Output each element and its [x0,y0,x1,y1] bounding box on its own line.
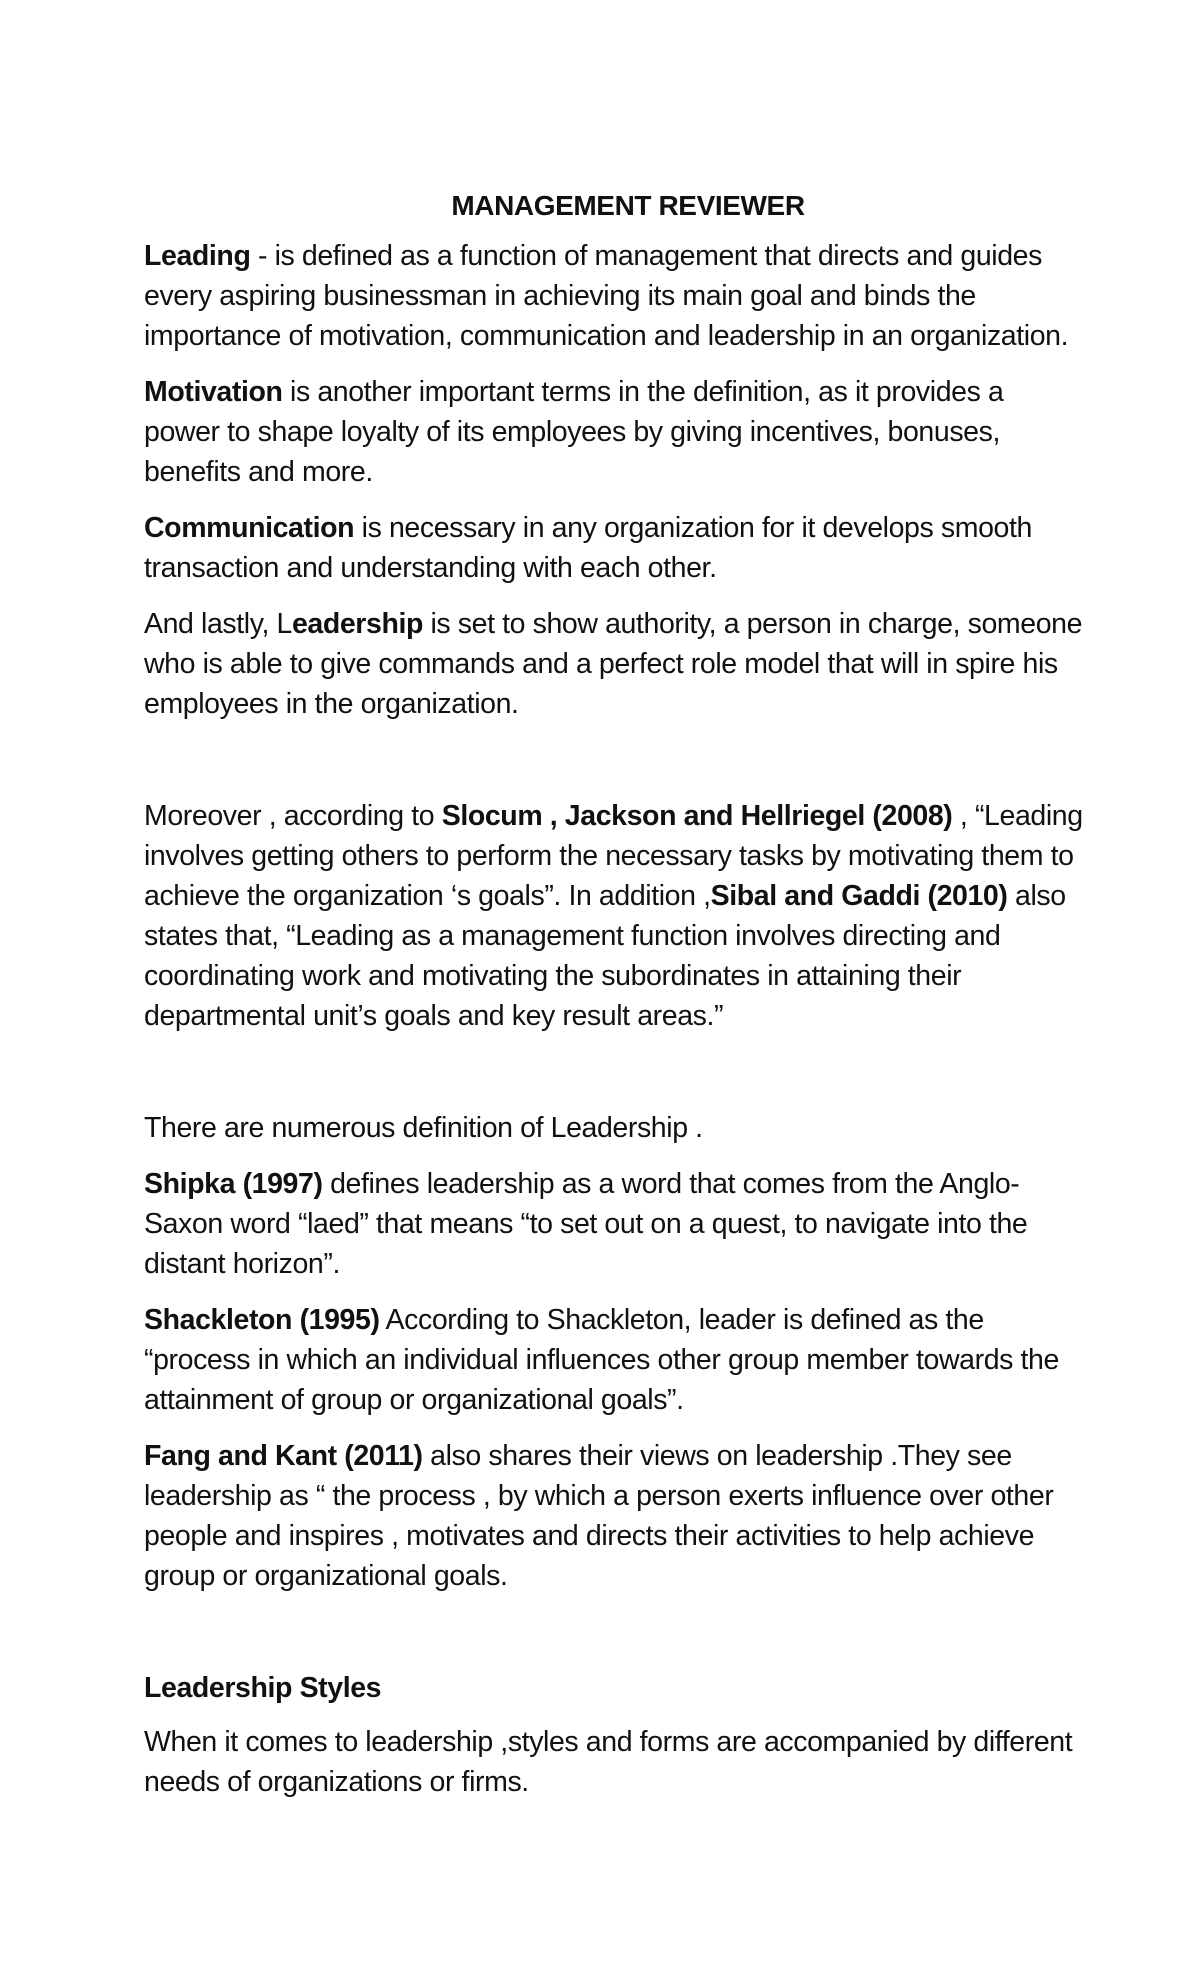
shipka-paragraph [144,1164,1084,1284]
fang-text: also shares their views on leadership .They see leadership as “ the process , by which a person exerts influence over other people and inspires , motivates and directs their activities to help achieve group or organizational goals. [144,1440,1054,1592]
leadership-definition: is set to show authority, a person in charge, someone who is able to give commands and a perfect role model that will in spire his employees in the organization. [144,608,1083,720]
communication-term: Communication [144,512,355,544]
leadership-styles-heading: Leadership Styles [144,1672,382,1704]
motivation-paragraph [144,372,1084,492]
leadership-prefix: And lastly, L [144,608,292,640]
moreover-middle: , “Leading involves getting others to perform the necessary tasks by motivating them to achieve the organization ‘s goals”. In addition , [144,800,1083,912]
document-title: MANAGEMENT REVIEWER [451,190,805,221]
motivation-definition: is another important terms in the definition, as it provides a power to shape loyalty of its employees by giving incentives, bonuses, benefits and more. [144,376,1004,488]
leading-definition: - is defined as a function of management that directs and guides every aspiring businessman in achieving its main goal and binds the importance of motivation, communication and leadership in an organization. [144,240,1069,352]
citation-sibal: Sibal and Gaddi (2010) [710,880,1008,912]
motivation-term: Motivation [144,376,283,408]
leadership-styles-paragraph: When it comes to leadership ,styles and forms are accompanied by different needs of organizations or firms. [144,1726,1073,1798]
section-spacer [144,740,1084,796]
citation-fang: Fang and Kant (2011) [144,1440,423,1472]
citation-shackleton: Shackleton (1995) [144,1304,380,1336]
leading-paragraph [144,236,1084,356]
communication-definition: is necessary in any organization for it develops smooth transaction and understanding with each other. [144,512,1032,584]
shackleton-paragraph [144,1300,1084,1420]
document-body [144,186,1084,1818]
moreover-suffix: also states that, “Leading as a management function involves directing and coordinating work and motivating the subordinates in attaining their departmental unit’s goals and key result areas.” [144,880,1066,1032]
leadership-term: eadership [291,608,423,640]
communication-paragraph [144,508,1084,588]
section-spacer [144,1052,1084,1108]
leading-term: Leading [144,240,251,272]
citation-slocum: Slocum , Jackson and Hellriegel (2008) [441,800,953,832]
moreover-prefix: Moreover , according to [144,800,442,832]
section-spacer [144,1612,1084,1668]
shackleton-text: According to Shackleton, leader is defined as the “process in which an individual influences other group member towards the attainment of group or organizational goals”. [144,1304,1059,1416]
moreover-paragraph [144,796,1084,1036]
leadership-paragraph [144,604,1084,724]
shipka-text: defines leadership as a word that comes from the Anglo-Saxon word “laed” that means “to set out on a quest, to navigate into the distant horizon”. [144,1168,1028,1280]
citation-shipka: Shipka (1997) [144,1168,323,1200]
fang-paragraph [144,1436,1084,1596]
numerous-paragraph: There are numerous definition of Leadership . [144,1112,703,1144]
